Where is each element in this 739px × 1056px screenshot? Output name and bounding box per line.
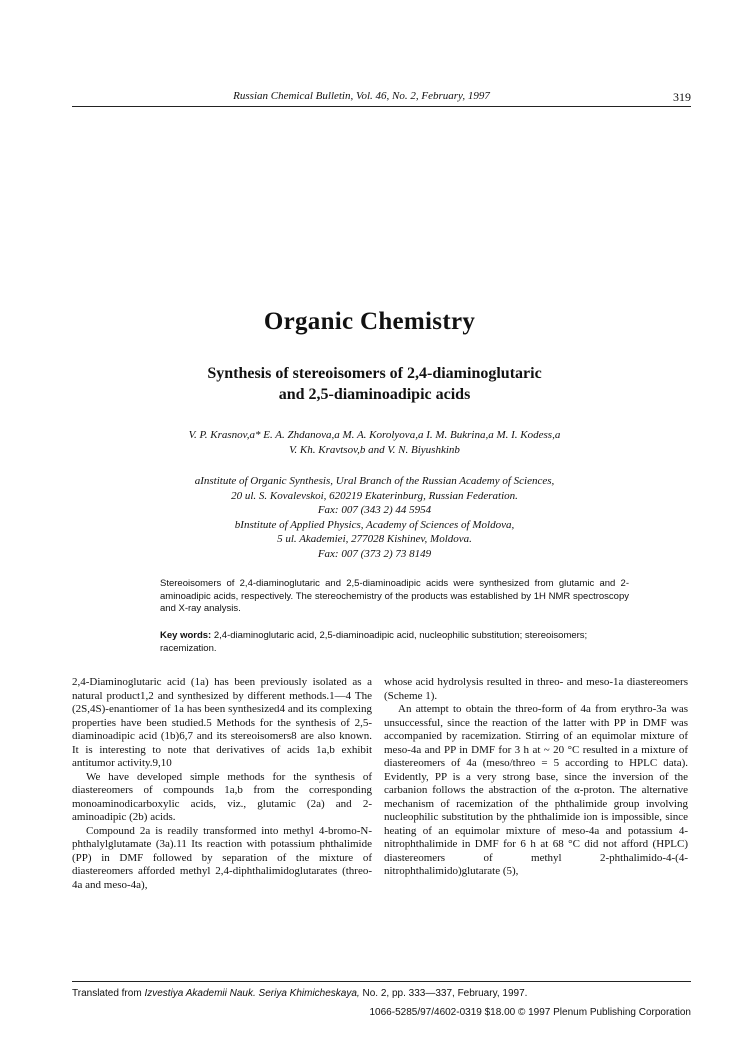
journal-citation: Russian Chemical Bulletin, Vol. 46, No. 2, February, 1997	[233, 90, 490, 102]
keywords	[160, 630, 629, 655]
header-rule	[72, 106, 691, 107]
body-paragraph: 2,4-Diaminoglutaric acid (1a) has been previously isolated as a natural product1,2 and synthesized by different methods.1—4 The (2S,4S)-enantiomer of 1a has been synthesized4 and its complexing properties have been studied.5 Methods for the synthesis of 2,5-diaminoadipic acid (1b)6,7 and its stereoisomers8 are also known. It is interesting to note that derivatives of acids 1a,b exhibit antitumor activity.9,10	[72, 676, 372, 769]
body-column-left	[72, 676, 372, 892]
body-paragraph: whose acid hydrolysis resulted in threo- and meso-1a diastereomers (Scheme 1).	[384, 676, 688, 702]
body-paragraph: An attempt to obtain the threo-form of 4a from erythro-3a was unsuccessful, since the reaction of the latter with PP in DMF was accompanied by racemization. Stirring of an equimolar mixture of meso-4a and PP in DMF for 3 h at ~ 20 °C resulted in a mixture of diastereomers of 4a (meso/threo = 5 according to HPLC data). Evidently, PP is a very strong base, since the inversion of the carbanion follows the abstraction of the α-proton. The alternative mechanism of racemization of the phthalimide group involving nucleophilic substitution by the phthalimide ion is impossible, since heating of an equimolar mixture of meso-4a and potassium 4-nitrophthalimide in DMF for 6 h at 68 °C did not afford (HPLC) diastereomers of methyl 2-phthalimido-4-(4-nitrophthalimido)glutarate (5),	[384, 703, 688, 877]
abstract: Stereoisomers of 2,4-diaminoglutaric and 2,5-diaminoadipic acids were synthesized from glutamic and 2-aminoadipic acids, respectively. The stereochemistry of the products was established by 1H NMR spectroscopy and X-ray analysis.	[160, 578, 629, 614]
keywords-label: Key words:	[160, 630, 212, 641]
keywords-text: 2,4-diaminoglutaric acid, 2,5-diaminoadipic acid, nucleophilic substitution; stereoisomers; racemization.	[160, 630, 588, 654]
author-line: V. Kh. Kravtsov,b and V. N. Biyushkinb	[289, 444, 460, 456]
author-line: V. P. Krasnov,a* E. A. Zhdanova,a M. A. Korolyova,a I. M. Bukrina,a M. I. Kodess,a	[188, 429, 561, 441]
translation-note	[72, 988, 691, 999]
affiliation-line: Fax: 007 (373 2) 73 8149	[317, 547, 432, 560]
affiliation-line: Fax: 007 (343 2) 44 5954	[317, 504, 432, 516]
translation-suffix: No. 2, pp. 333—337, February, 1997.	[362, 988, 528, 999]
affiliation-line: aInstitute of Organic Synthesis, Ural Branch of the Russian Academy of Sciences,	[194, 475, 555, 487]
section-title: Organic Chemistry	[263, 308, 476, 335]
affiliation-line: 5 ul. Akademiei, 277028 Kishinev, Moldova.	[277, 533, 472, 545]
body-paragraph: Compound 2a is readily transformed into methyl 4-bromo-N-phthalylglutamate (3a).11 Its reaction with potassium phthalimide (PP) in DMF followed by separation of the mixture of diastereomers afforded methyl 2,4-diphthalimidoglutarates (threo-4a and meso-4a),	[72, 824, 372, 891]
translation-source: Izvestiya Akademii Nauk. Seriya Khimicheskaya,	[144, 988, 360, 999]
page-number: 319	[673, 90, 691, 104]
body-paragraph: We have developed simple methods for the synthesis of diastereomers of compounds 1a,b from the corresponding monoaminodicarboxylic acids, viz., glutamic (2a) and 2-aminoadipic (2b) acids.	[72, 770, 372, 823]
author-list	[100, 428, 649, 458]
affiliation-line: bInstitute of Applied Physics, Academy of Sciences of Moldova,	[234, 518, 515, 531]
article-title-line: Synthesis of stereoisomers of 2,4-diaminoglutaric	[207, 365, 542, 382]
copyright-line: 1066-5285/97/4602-0319 $18.00 © 1997 Plenum Publishing Corporation	[369, 1007, 691, 1018]
translation-prefix: Translated from	[72, 988, 142, 999]
body-column-right	[384, 676, 688, 879]
footer-rule	[72, 981, 691, 982]
affiliation-line: 20 ul. S. Kovalevskoi, 620219 Ekaterinburg, Russian Federation.	[231, 489, 518, 502]
article-title-line: and 2,5-diaminoadipic acids	[278, 386, 471, 403]
affiliations	[130, 474, 619, 561]
article-title	[110, 363, 639, 405]
